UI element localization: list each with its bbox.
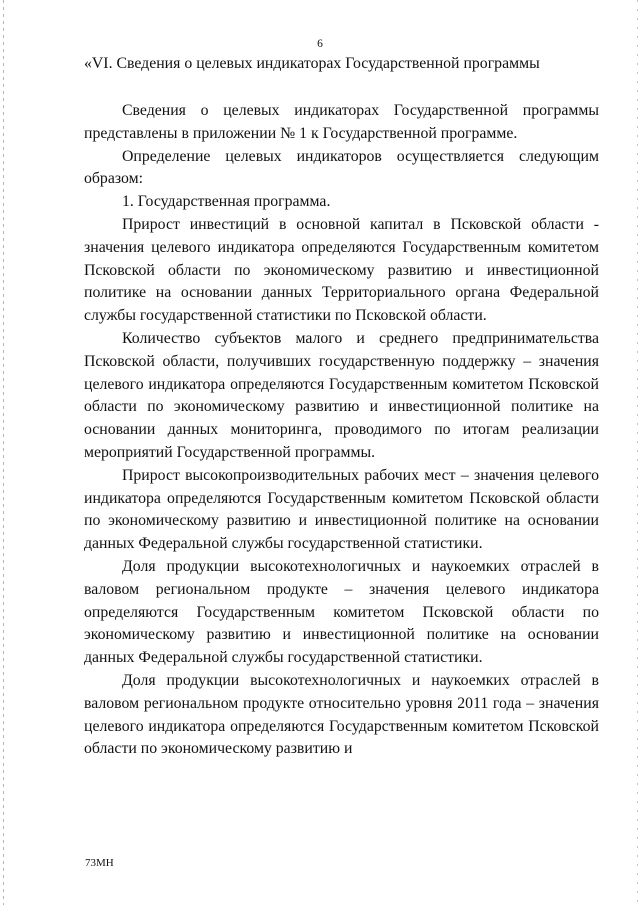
paragraph-intro: Сведения о целевых индикаторах Государственной программы представлены в приложении № 1 к Государственной программе. bbox=[84, 102, 599, 142]
scan-edge-right bbox=[637, 0, 638, 905]
paragraph-productive-jobs: Прирост высокопроизводительных рабочих мест – значения целевого индикатора определяются Государственным комитетом Псковской области по экономическому развитию и инвестиционной политике на основании данных Федеральной службы государственной статистики. bbox=[84, 466, 599, 553]
paragraph-investment-growth: Прирост инвестиций в основной капитал в Псковской области - значения целевого индикатора определяются Государственным комитетом Псковской области по экономическому развитию и инвестиционной политике на основании данных Территориального органа Федеральной службы государственной статистики по Псковской области. bbox=[84, 215, 599, 325]
paragraph-sme-count: Количество субъектов малого и среднего предпринимательства Псковской области, получивших государственную поддержку – значения целевого индикатора определяются Государственным комитетом Псковской области по экономическому развитию и инвестиционной политике на основании данных мониторинга, проводимого по итогам реализации мероприятий Государственной программы. bbox=[84, 329, 599, 461]
section-title: «VI. Сведения о целевых индикаторах Государственной программы bbox=[84, 55, 540, 72]
paragraph-definition: Определение целевых индикаторов осуществляется следующим образом: bbox=[84, 147, 599, 188]
document-body bbox=[84, 100, 599, 761]
scan-edge-left bbox=[3, 0, 4, 905]
paragraph-hightech-share-2011: Доля продукции высокотехнологичных и наукоемких отраслей в валовом региональном продукте относительно уровня 2011 года – значения целевого индикатора определяются Государственным комитетом Псковской области по экономическому развитию и bbox=[84, 671, 599, 758]
footer-code: 73МН bbox=[85, 857, 114, 869]
page-number: 6 bbox=[317, 38, 323, 50]
paragraph-program-heading: 1. Государственная программа. bbox=[122, 193, 331, 211]
paragraph-hightech-share: Доля продукции высокотехнологичных и наукоемких отраслей в валовом региональном продукте – значения целевого индикатора определяются Государственным комитетом Псковской области по экономическому развитию и инвестиционной политике на основании данных Федеральной службы государственной статистики. bbox=[84, 557, 599, 667]
